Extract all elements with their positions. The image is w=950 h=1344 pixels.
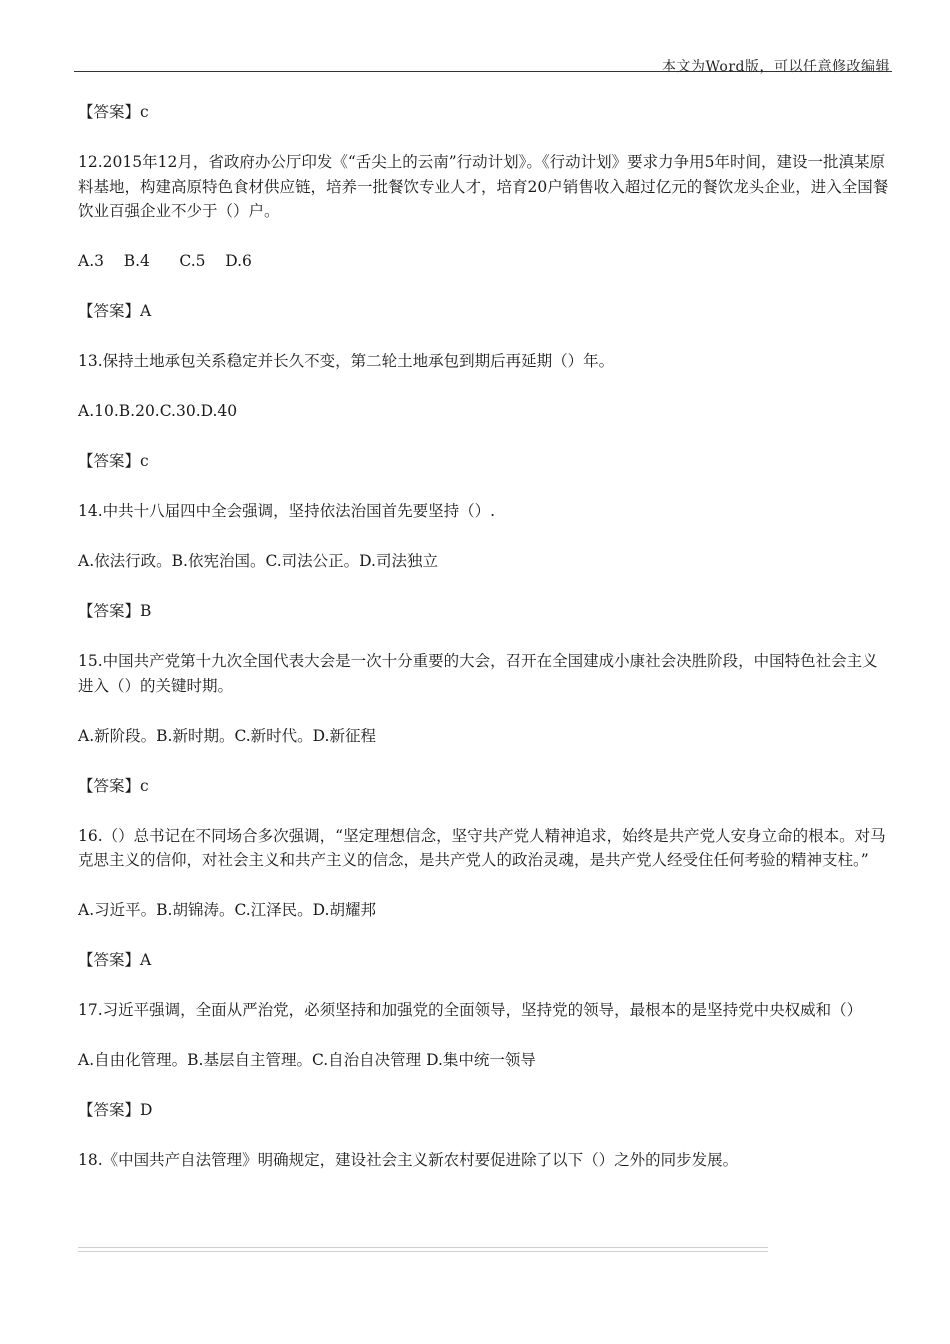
question-18: 18.《中国共产自法管理》明确规定，建设社会主义新农村要促进除了以下（）之外的同步发展。 — [78, 1151, 739, 1169]
footer-divider — [78, 1247, 768, 1252]
answer-17: 【答案】D — [78, 1101, 153, 1119]
question-13: 13.保持土地承包关系稳定并长久不变，第二轮土地承包到期后再延期（）年。 — [78, 352, 615, 370]
answer-11: 【答案】c — [78, 103, 149, 121]
document-body — [78, 100, 893, 1198]
question-15: 15.中国共产党第十九次全国代表大会是一次十分重要的大会，召开在全国建成小康社会决胜阶段，中国特色社会主义进入（）的关键时期。 — [78, 652, 878, 695]
answer-15: 【答案】c — [78, 776, 149, 795]
question-14: 14.中共十八届四中全会强调，坚持依法治国首先要坚持（）. — [78, 502, 496, 520]
question-12: 12.2015年12月，省政府办公厅印发《“舌尖上的云南”行动计划》。《行动计划》要求力争用5年时间，建设一批滇某原料基地，构建高原特色食材供应链，培养一批餐饮专业人才，培育20户销售收入超过亿元的餐饮龙头企业，进入全国餐饮业百强企业不少于（）户。 — [78, 153, 889, 220]
answer-13: 【答案】c — [78, 452, 149, 470]
options-15: A.新阶段。B.新时期。C.新时代。D.新征程 — [78, 726, 376, 745]
options-17: A.自由化管理。B.基层自主管理。C.自治自决管理 D.集中统一领导 — [78, 1051, 536, 1069]
options-12: A.3 B.4 C.5 D.6 — [78, 252, 252, 270]
options-16: A.习近平。B.胡锦涛。C.江泽民。D.胡耀邦 — [78, 901, 376, 919]
header-divider — [74, 71, 892, 72]
answer-12: 【答案】A — [78, 302, 152, 320]
answer-16: 【答案】A — [78, 951, 152, 969]
header-note: 本文为Word版，可以任意修改编辑 — [661, 59, 890, 75]
answer-14: 【答案】B — [78, 602, 152, 620]
options-14: A.依法行政。B.依宪治国。C.司法公正。D.司法独立 — [78, 552, 438, 570]
question-17: 17.习近平强调，全面从严治党，必须坚持和加强党的全面领导，坚持党的领导，最根本的是坚持党中央权威和（） — [78, 1001, 863, 1019]
options-13: A.10.B.20.C.30.D.40 — [78, 402, 238, 420]
question-16: 16.（）总书记在不同场合多次强调，“坚定理想信念，坚守共产党人精神追求，始终是共产党人安身立命的根本。对马克思主义的信仰，对社会主义和共产主义的信念，是共产党人的政治灵魂，是共产党人经受住任何考验的精神支柱。” — [78, 826, 886, 869]
